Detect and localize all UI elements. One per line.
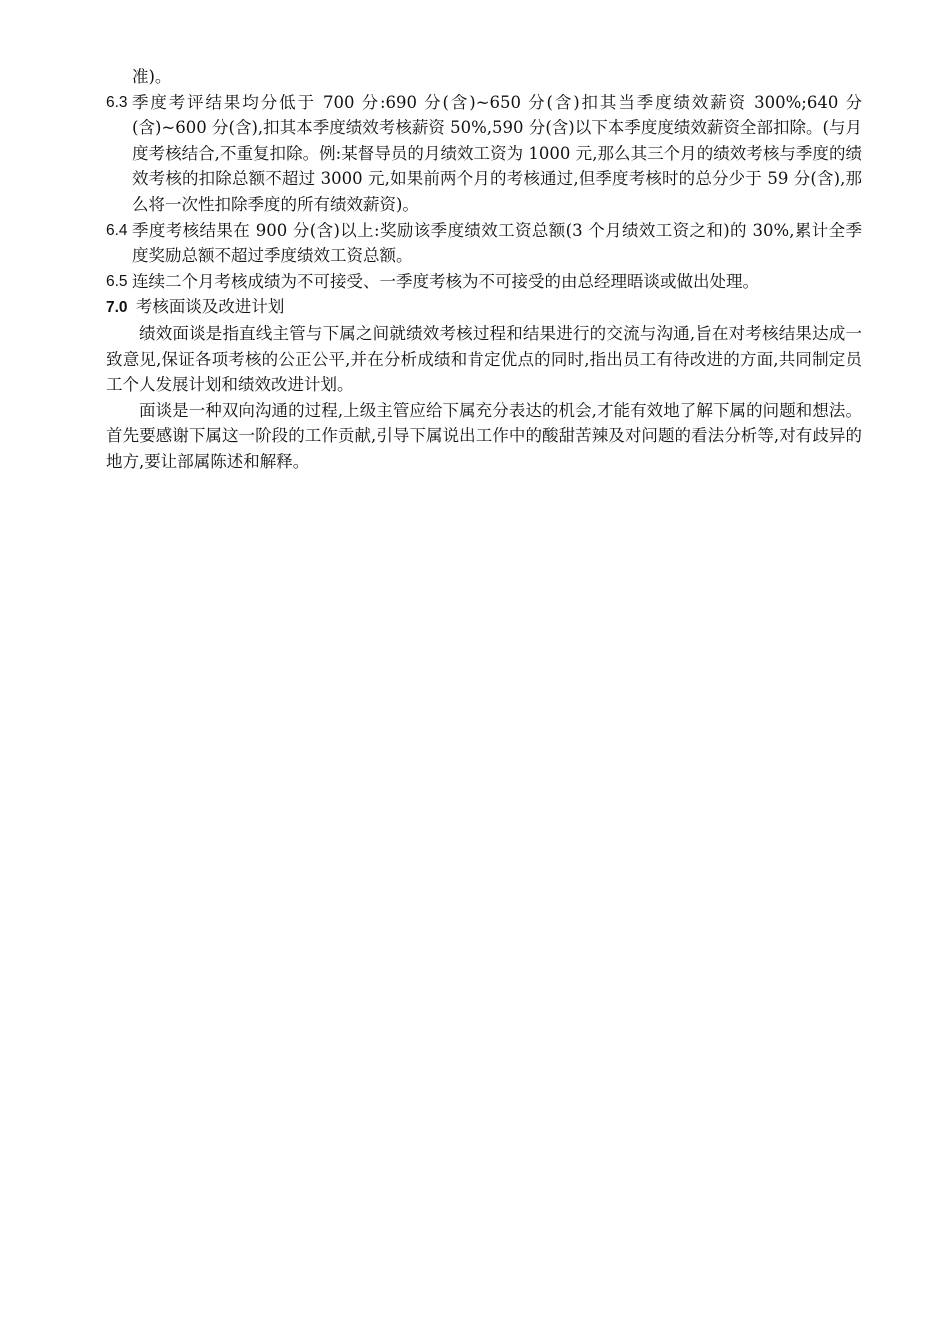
clause-text: 连续二个月考核成绩为不可接受、一季度考核为不可接受的由总经理晤谈或做出处理。: [132, 271, 759, 291]
section-heading: [106, 294, 862, 321]
clause-6-5: [106, 269, 862, 295]
continuation-text: 准)。: [132, 67, 172, 86]
clause-number: 6.3: [106, 93, 128, 111]
paragraph: 绩效面谈是指直线主管与下属之间就绩效考核过程和结果进行的交流与沟通,旨在对考核结果达成一致意见,保证各项考核的公正公平,并在分析成绩和肯定优点的同时,指出员工有待改进的方面,共同制定员工个人发展计划和绩效改进计划。: [106, 323, 862, 395]
section-number: 7.0: [106, 299, 128, 317]
paragraph: 面谈是一种双向沟通的过程,上级主管应给下属充分表达的机会,才能有效地了解下属的问题和想法。首先要感谢下属这一阶段的工作贡献,引导下属说出工作中的酸甜苦辣及对问题的看法分析等,对有歧异的地方,要让部属陈述和解释。: [106, 400, 862, 471]
clause-number: 6.5: [106, 272, 128, 290]
clause-text: 季度考核结果在 900 分(含)以上:奖励该季度绩效工资总额(3 个月绩效工资之和)的 30%,累计全季度奖励总额不超过季度绩效工资总额。: [132, 220, 862, 266]
section-title: 考核面谈及改进计划: [135, 297, 285, 317]
clause-6-3: [106, 90, 862, 218]
clause-text: 季度考评结果均分低于 700 分:690 分(含)~650 分(含)扣其当季度绩效薪资 300%;640 分(含)~600 分(含),扣其本季度绩效考核薪资 50%,590 分(含)以下本季度度绩效薪资全部扣除。(与月度考核结合,不重复扣除。例:某督导员的月绩效工资为 1000 元,那么其三个月的绩效考核与季度的绩效考核的扣除总额不超过 3000 元,如果前两个月的考核通过,但季度考核时的总分少于 59 分(含),那么将一次性扣除季度的所有绩效薪资)。: [132, 92, 862, 214]
clause-6-4: [106, 218, 862, 269]
clause-number: 6.4: [106, 221, 128, 239]
document-body: [106, 64, 862, 475]
